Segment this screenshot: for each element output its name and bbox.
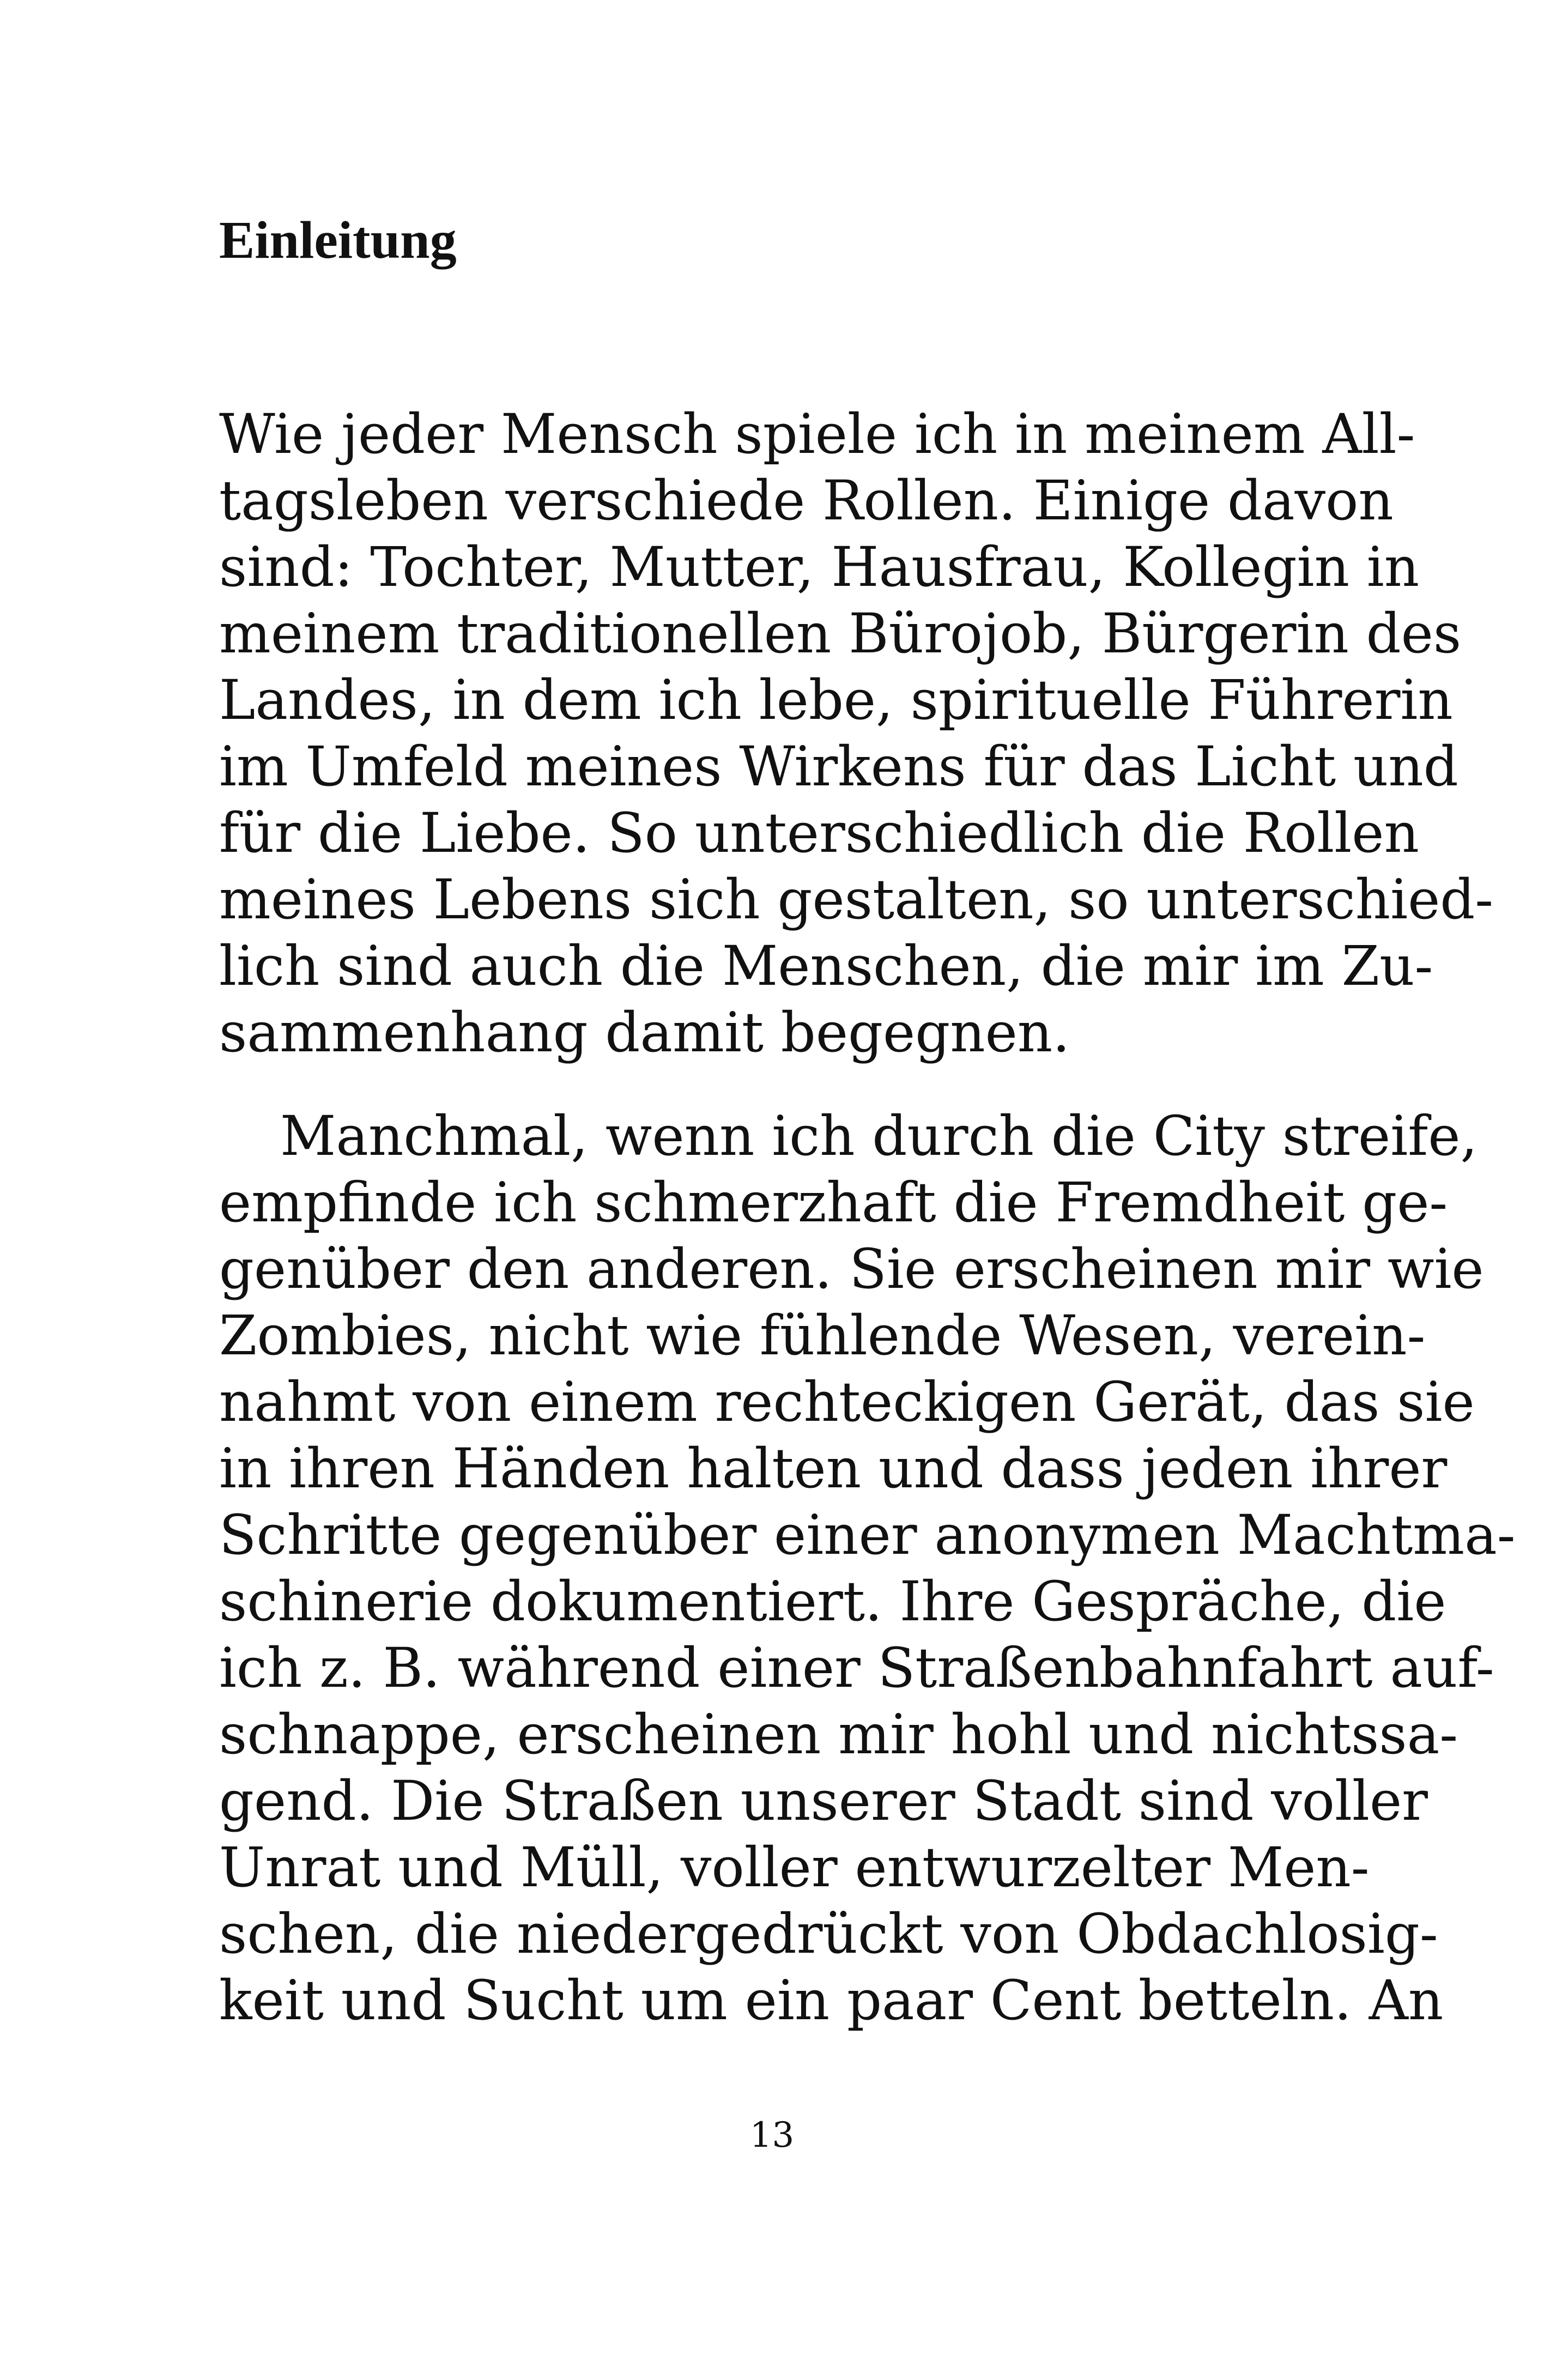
text-line: nahmt von einem rechteckigen Gerät, das sie (219, 1370, 1475, 1434)
text-line: schnappe, erscheinen mir hohl und nichtssa- (219, 1703, 1458, 1766)
text-line: Landes, in dem ich lebe, spirituelle Führerin (219, 668, 1453, 732)
paragraph-1 (219, 401, 1494, 1066)
text-line: keit und Sucht um ein paar Cent betteln. An (219, 1969, 1444, 2032)
text-line: schinerie dokumentiert. Ihre Gespräche, die (219, 1570, 1446, 1633)
paragraph-2 (219, 1103, 1516, 2034)
text-line: Manchmal, wenn ich durch die City streife, (280, 1104, 1478, 1168)
text-line: Zombies, nicht wie fühlende Wesen, verein- (219, 1304, 1426, 1367)
text-line: meines Lebens sich gestalten, so unterschied- (219, 868, 1494, 931)
text-line: Wie jeder Mensch spiele ich in meinem All- (219, 402, 1415, 466)
text-line: Schritte gegenüber einer anonymen Machtma- (219, 1503, 1516, 1567)
text-line: im Umfeld meines Wirkens für das Licht und (219, 735, 1458, 798)
text-line: empfinde ich schmerzhaft die Fremdheit ge- (219, 1171, 1448, 1234)
text-line: sammenhang damit begegnen. (219, 1001, 1070, 1064)
text-line: in ihren Händen halten und dass jeden ihrer (219, 1437, 1448, 1500)
text-line: tagsleben verschiede Rollen. Einige davon (219, 469, 1394, 532)
page-number: 13 (749, 2115, 795, 2155)
text-line: schen, die niedergedrückt von Obdachlosig- (219, 1902, 1438, 1966)
text-line: Unrat und Müll, voller entwurzelter Men- (219, 1836, 1370, 1899)
text-line: lich sind auch die Menschen, die mir im Zu- (219, 934, 1433, 998)
text-line: sind: Tochter, Mutter, Hausfrau, Kollegin in (219, 535, 1420, 599)
text-line: für die Liebe. So unterschiedlich die Rollen (219, 801, 1419, 865)
text-line: gend. Die Straßen unserer Stadt sind voller (219, 1769, 1428, 1833)
text-line: genüber den anderen. Sie erscheinen mir wie (219, 1237, 1484, 1301)
text-line: meinem traditionellen Bürojob, Bürgerin des (219, 602, 1462, 665)
chapter-heading: Einleitung (219, 211, 457, 270)
text-line: ich z. B. während einer Straßenbahnfahrt auf- (219, 1636, 1494, 1700)
